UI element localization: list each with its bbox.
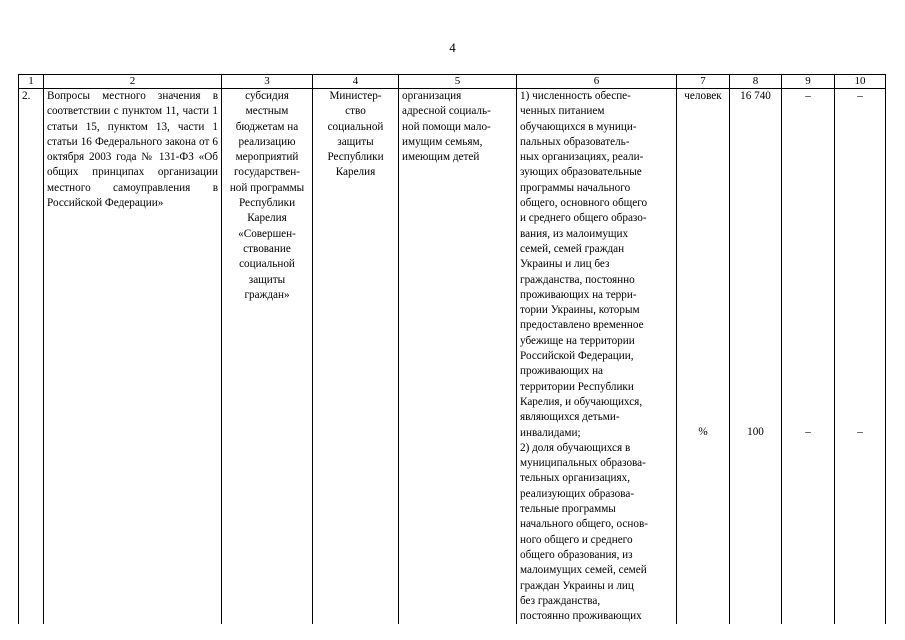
col10-cell — [835, 89, 886, 625]
row-number: 2. — [19, 89, 44, 625]
col9-value-2: – — [805, 426, 811, 439]
value-1: 16 740 — [740, 90, 771, 102]
activity-cell: организация адресной социаль- ной помощи мало- имущим семьям, имеющим детей — [399, 89, 517, 625]
unit-2: % — [698, 426, 708, 439]
column-header: 7 — [677, 75, 730, 89]
subsidy-cell: субсидия местным бюджетам на реализацию мероприятий государствен- ной программы Республики Карелия «Совершен- ствование социальной защиты граждан» — [222, 89, 313, 625]
col10-value-2: – — [857, 426, 863, 439]
column-number-row — [19, 75, 886, 89]
value-2: 100 — [747, 426, 764, 439]
column-header: 9 — [782, 75, 835, 89]
column-header: 5 — [399, 75, 517, 89]
column-header: 3 — [222, 75, 313, 89]
document-table — [18, 74, 886, 624]
column-header: 10 — [835, 75, 886, 89]
page-number: 4 — [449, 40, 456, 55]
indicator-2: 2) доля обучающихся в муниципальных образова- тельных организациях, реализующих образова- тельные программы начального общего, основ- ного общего и среднего общего образования, из малоимущих семей, семей граждан Украины и лиц без гражданства, постоянно проживающих — [520, 441, 648, 623]
value-cell — [730, 89, 782, 625]
col10-value-1: – — [857, 90, 863, 102]
unit-cell — [677, 89, 730, 625]
column-header: 4 — [313, 75, 399, 89]
col9-cell — [782, 89, 835, 625]
unit-1: человек — [684, 90, 722, 102]
table-row — [19, 89, 886, 625]
column-header: 1 — [19, 75, 44, 89]
column-header: 8 — [730, 75, 782, 89]
column-header: 6 — [517, 75, 677, 89]
column-header: 2 — [44, 75, 222, 89]
indicators-cell — [517, 89, 677, 625]
col9-value-1: – — [805, 90, 811, 102]
indicator-1: 1) численность обеспе- ченных питанием обучающихся в муници- пальных образователь- ных организациях, реали- зующих образовательные программы начального общего, основного общего и среднего общего образо- вания, из малоимущих семей, семей граждан Украины и лиц без гражданства, постоянно проживающих на терри- тории Украины, которым предоставлено временное убежище на территории Российской Федерации, проживающих на территории Республики Карелия, и обучающихся, являющихся детьми- инвалидами; — [520, 90, 648, 439]
local-issue-cell: Вопросы местного значения в соответствии с пунктом 11, части 1 статьи 15, пунктом 13, части 1 статьи 16 Федерального закона от 6 октября 2003 года № 131-ФЗ «Об общих принципах организации местного самоуправления в Российской Федерации» — [44, 89, 222, 625]
ministry-cell: Министер- ство социальной защиты Республики Карелия — [313, 89, 399, 625]
